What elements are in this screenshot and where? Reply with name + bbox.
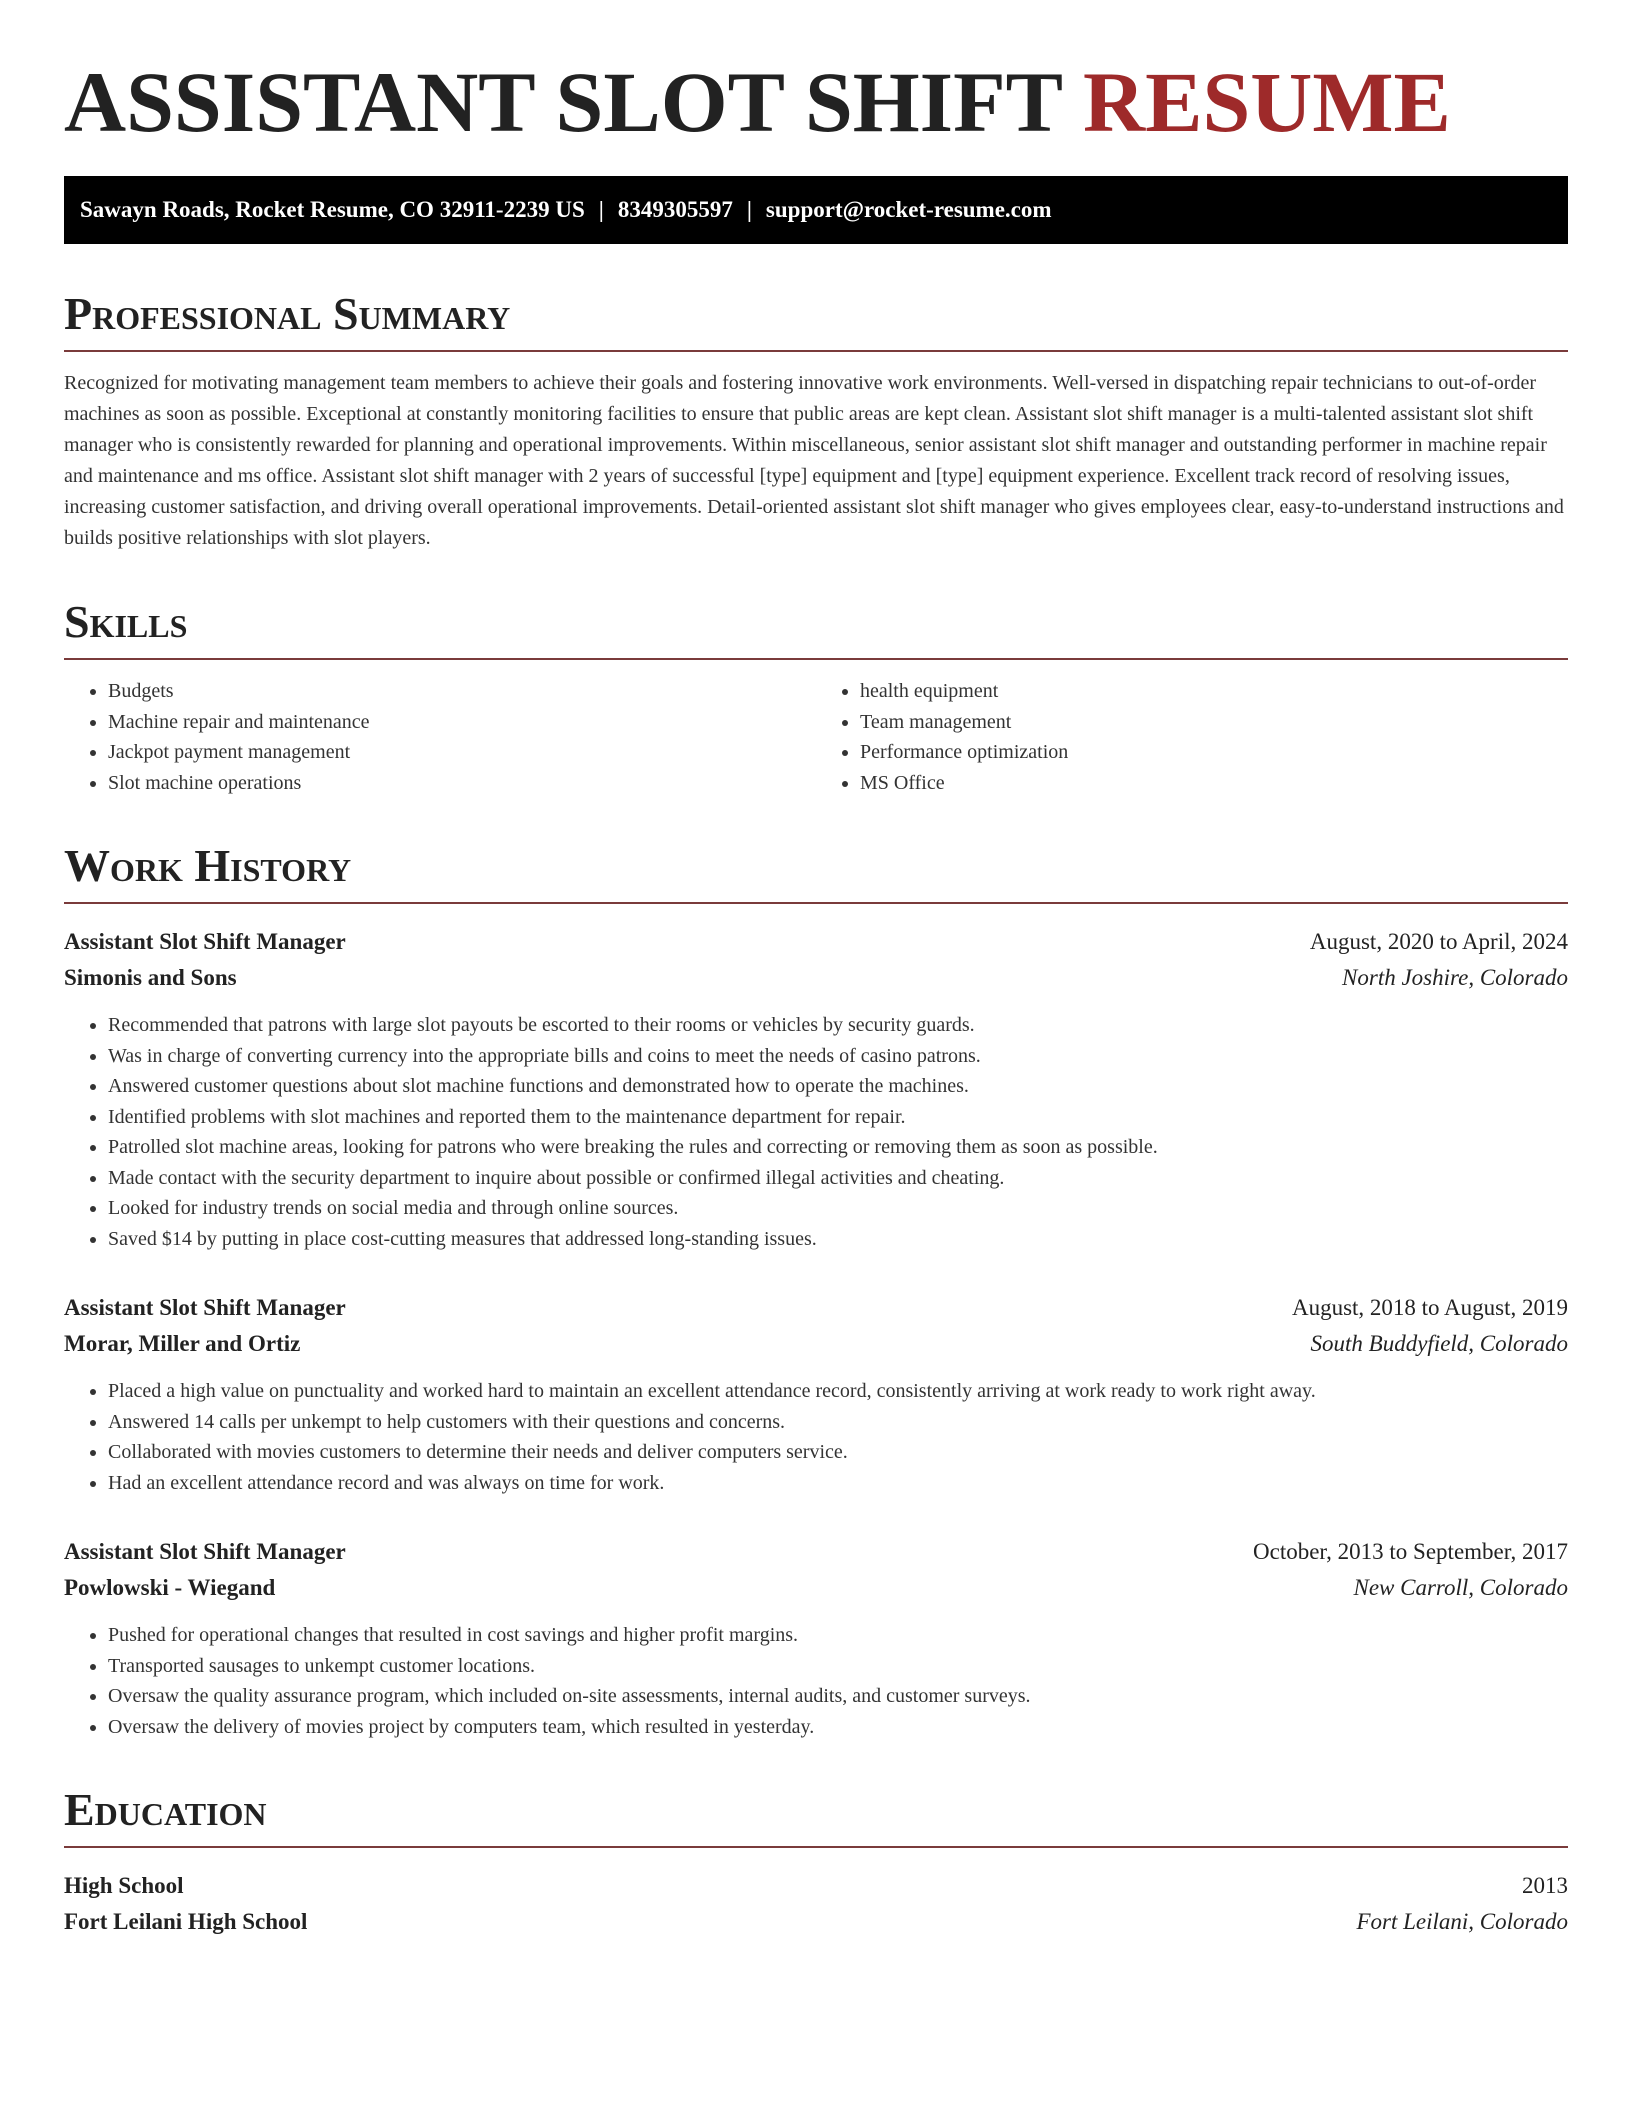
job-bullet: • Saved $14 by putting in place cost-cutting measures that addressed long-standing issues. — [108, 1224, 1568, 1255]
section-divider — [64, 658, 1568, 660]
summary-heading: Professional Summary — [64, 288, 511, 339]
work-history-section — [64, 840, 1568, 1742]
job-company: Powlowski - Wiegand — [64, 1575, 276, 1600]
skills-left-list — [64, 676, 816, 798]
job-title: Assistant Slot Shift Manager — [64, 1539, 346, 1564]
title-main: ASSISTANT SLOT SHIFT — [64, 54, 1062, 150]
job-header-row — [64, 1290, 1568, 1326]
contact-phone: 8349305597 — [617, 197, 733, 222]
education-school: Fort Leilani High School — [64, 1909, 308, 1934]
section-divider — [64, 902, 1568, 904]
skill-item: • Performance optimization — [860, 737, 1568, 768]
contact-separator: | — [598, 197, 604, 222]
job-bullet: • Recommended that patrons with large slot payouts be escorted to their rooms or vehicles by security guards. — [108, 1010, 1568, 1041]
skill-item: • Team management — [860, 707, 1568, 738]
job-company: Simonis and Sons — [64, 965, 237, 990]
title-accent: RESUME — [1082, 54, 1451, 150]
education-school-row — [64, 1904, 1568, 1940]
skill-item: • Jackpot payment management — [108, 737, 816, 768]
job-bullet: • Oversaw the quality assurance program, which included on-site assessments, internal audits, and customer surveys. — [108, 1681, 1568, 1712]
education-heading: Education — [64, 1784, 267, 1835]
summary-section — [64, 288, 1568, 554]
skill-item: • health equipment — [860, 676, 1568, 707]
skills-columns — [64, 676, 1568, 798]
skills-section — [64, 596, 1568, 798]
job-location: New Carroll, Colorado — [1353, 1575, 1568, 1600]
job-bullets — [64, 1620, 1568, 1742]
job-dates: August, 2020 to April, 2024 — [1309, 929, 1568, 954]
job-bullets — [64, 1010, 1568, 1254]
job-bullet: • Transported sausages to unkempt customer locations. — [108, 1651, 1568, 1682]
job-bullet: • Made contact with the security department to inquire about possible or confirmed illegal activities and cheating. — [108, 1163, 1568, 1194]
job-bullet: • Placed a high value on punctuality and worked hard to maintain an excellent attendance record, consistently arriving at work ready to work right away. — [108, 1376, 1568, 1407]
job-title: Assistant Slot Shift Manager — [64, 1295, 346, 1320]
section-divider — [64, 350, 1568, 352]
skill-item: • Slot machine operations — [108, 768, 816, 799]
skill-item: • Budgets — [108, 676, 816, 707]
work-history-heading: Work History — [64, 840, 352, 891]
resume-title — [64, 52, 1568, 152]
job-dates: August, 2018 to August, 2019 — [1291, 1295, 1568, 1320]
education-degree: High School — [64, 1873, 184, 1898]
job-header-row — [64, 1534, 1568, 1570]
job-location: North Joshire, Colorado — [1342, 965, 1568, 990]
job-entry — [64, 1534, 1568, 1742]
contact-address: Sawayn Roads, Rocket Resume, CO 32911-2239 US — [80, 197, 585, 222]
job-bullet: • Patrolled slot machine areas, looking for patrons who were breaking the rules and correcting or removing them as soon as possible. — [108, 1132, 1568, 1163]
skill-item: • Machine repair and maintenance — [108, 707, 816, 738]
job-title: Assistant Slot Shift Manager — [64, 929, 346, 954]
education-year: 2013 — [1522, 1873, 1568, 1898]
skills-right-list — [816, 676, 1568, 798]
education-section — [64, 1784, 1568, 1940]
education-degree-row — [64, 1868, 1568, 1904]
job-bullet: • Answered 14 calls per unkempt to help customers with their questions and concerns. — [108, 1407, 1568, 1438]
education-entry — [64, 1868, 1568, 1940]
job-location: South Buddyfield, Colorado — [1310, 1331, 1568, 1356]
job-bullet: • Pushed for operational changes that resulted in cost savings and higher profit margins. — [108, 1620, 1568, 1651]
job-company-row — [64, 960, 1568, 996]
job-header-row — [64, 924, 1568, 960]
job-bullet: • Collaborated with movies customers to determine their needs and deliver computers service. — [108, 1437, 1568, 1468]
skill-item: • MS Office — [860, 768, 1568, 799]
contact-email: support@rocket-resume.com — [765, 197, 1052, 222]
job-bullet: • Answered customer questions about slot machine functions and demonstrated how to operate the machines. — [108, 1071, 1568, 1102]
job-entry — [64, 924, 1568, 1254]
job-bullet: • Oversaw the delivery of movies project by computers team, which resulted in yesterday. — [108, 1712, 1568, 1743]
contact-separator: | — [746, 197, 752, 222]
job-bullet: • Was in charge of converting currency into the appropriate bills and coins to meet the needs of casino patrons. — [108, 1041, 1568, 1072]
skills-heading: Skills — [64, 596, 188, 647]
job-company: Morar, Miller and Ortiz — [64, 1331, 301, 1356]
job-bullet: • Had an excellent attendance record and was always on time for work. — [108, 1468, 1568, 1499]
job-company-row — [64, 1326, 1568, 1362]
job-bullet: • Looked for industry trends on social media and through online sources. — [108, 1193, 1568, 1224]
job-dates: October, 2013 to September, 2017 — [1253, 1539, 1568, 1564]
summary-text: Recognized for motivating management team members to achieve their goals and fostering innovative work environments. Well-versed in dispatching repair technicians to out-of-order machines as soon as possible. Exceptional at constantly monitoring facilities to ensure that public areas are kept clean. Assistant slot shift manager is a multi-talented assistant slot shift manager who is consistently rewarded for planning and operational improvements. Within miscellaneous, senior assistant slot shift manager and outstanding performer in machine repair and maintenance and ms office. Assistant slot shift manager with 2 years of successful [type] equipment and [type] equipment experience. Excellent track record of resolving issues, increasing customer satisfaction, and driving overall operational improvements. Detail-oriented assistant slot shift manager who gives employees clear, easy-to-understand instructions and builds positive relationships with slot players. — [64, 372, 1564, 549]
education-location: Fort Leilani, Colorado — [1356, 1909, 1568, 1934]
section-divider — [64, 1846, 1568, 1848]
job-bullets — [64, 1376, 1568, 1498]
job-company-row — [64, 1570, 1568, 1606]
contact-bar — [64, 176, 1568, 244]
job-bullet: • Identified problems with slot machines and reported them to the maintenance department for repair. — [108, 1102, 1568, 1133]
resume-page — [64, 0, 1568, 1940]
job-entry — [64, 1290, 1568, 1498]
